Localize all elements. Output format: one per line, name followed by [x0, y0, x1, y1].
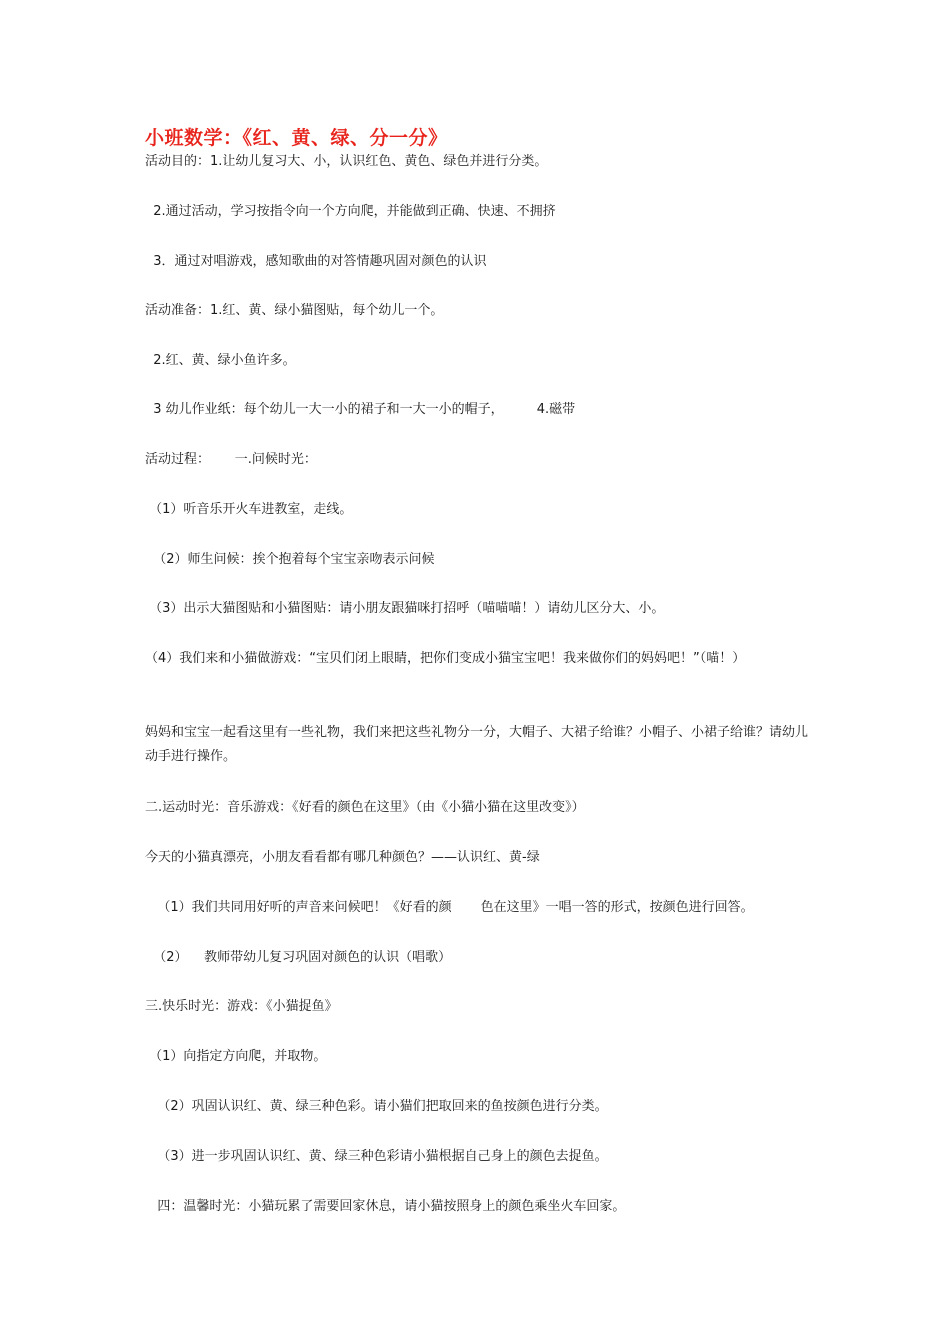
paragraph-gifts: 妈妈和宝宝一起看这里有一些礼物，我们来把这些礼物分一分，大帽子、大裙子给谁？小帽子、小裙子给谁？请幼儿动手进行操作。 — [145, 725, 809, 764]
paragraph-sport-heading: 二.运动时光：音乐游戏：《好看的颜色在这里》（由《小猫小猫在这里改变》） — [145, 800, 585, 815]
paragraph-sport-1: （1）我们共同用好听的声音来问候吧！《好看的颜 色在这里》一唱一答的形式，按颜色进行回答。 — [145, 900, 754, 915]
paragraph-colors-intro: 今天的小猫真漂亮，小朋友看看都有哪几种颜色？——认识红、黄-绿 — [145, 850, 540, 865]
paragraph-greeting-3: （3）出示大猫图贴和小猫图贴：请小朋友跟猫咪打招呼（喵喵喵！）请幼儿区分大、小。 — [145, 601, 665, 616]
paragraph-greeting-4: （4）我们来和小猫做游戏：“宝贝们闭上眼睛，把你们变成小猫宝宝吧！我来做你们的妈妈吧！”（喵！） — [145, 651, 746, 666]
paragraph-greeting-1: （1）听音乐开火车进教室，走线。 — [145, 502, 353, 517]
paragraph-process-heading: 活动过程： 一.问候时光： — [145, 452, 317, 467]
paragraph-happy-heading: 三.快乐时光：游戏：《小猫捉鱼》 — [145, 999, 338, 1014]
paragraph-warm-time: 四：温馨时光：小猫玩累了需要回家休息，请小猫按照身上的颜色乘坐火车回家。 — [145, 1199, 626, 1214]
paragraph-prep-3: 3 幼儿作业纸：每个幼儿一大一小的裙子和一大一小的帽子， 4.磁带 — [145, 402, 576, 417]
paragraph-sport-2: （2） 教师带幼儿复习巩固对颜色的认识（唱歌） — [145, 950, 452, 965]
paragraph-goal-3: 3．通过对唱游戏，感知歌曲的对答情趣巩固对颜色的认识 — [145, 254, 487, 269]
paragraph-happy-2: （2）巩固认识红、黄、绿三种色彩。请小猫们把取回来的鱼按颜色进行分类。 — [145, 1099, 608, 1114]
paragraph-greeting-2: （2）师生问候：挨个抱着每个宝宝亲吻表示问候 — [145, 552, 435, 567]
paragraph-prep-2: 2.红、黄、绿小鱼许多。 — [145, 353, 296, 368]
document-title: 小班数学：《红、黄、绿、分一分》 — [145, 127, 448, 149]
paragraph-goal-2: 2.通过活动，学习按指令向一个方向爬，并能做到正确、快速、不拥挤 — [145, 204, 556, 219]
paragraph-prep-1: 活动准备：1.红、黄、绿小猫图贴，每个幼儿一个。 — [145, 303, 444, 318]
paragraph-goal-1: 活动目的：1.让幼儿复习大、小，认识红色、黄色、绿色并进行分类。 — [145, 154, 548, 169]
paragraph-happy-1: （1）向指定方向爬，并取物。 — [145, 1049, 327, 1064]
paragraph-happy-3: （3）进一步巩固认识红、黄、绿三种色彩请小猫根据自己身上的颜色去捉鱼。 — [145, 1149, 608, 1164]
